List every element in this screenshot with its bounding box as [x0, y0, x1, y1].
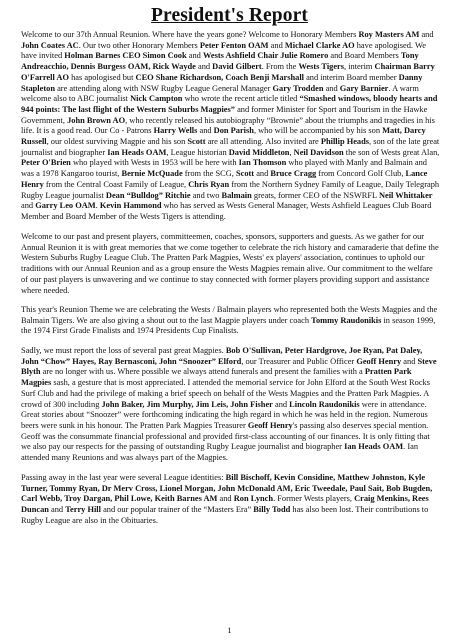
text-run: and — [217, 494, 234, 504]
bold-name-run: Ian Heads OAM — [107, 147, 167, 157]
text-run: and — [48, 505, 66, 515]
text-run: , interim — [344, 62, 375, 72]
text-run: and — [186, 51, 203, 61]
text-run: Sadly, we must report the loss of several past great Magpies. — [21, 346, 226, 355]
text-run: sash, a gesture that is most appreciated. I attended the memorial service for John Elford at the South West Rocks Surf Club and had the privilege of making a brief speech on behalf of the Wests Magpies and the Pratten Park Magpies. A crowd of 300 including — [21, 378, 430, 409]
text-run: and two — [190, 190, 222, 200]
bold-name-run: Peter Fenton OAM — [199, 40, 269, 50]
text-run: and Board Members — [328, 51, 401, 61]
bold-name-run: Phillip Heads — [320, 137, 370, 147]
text-run: have apologised. We have invited — [21, 40, 426, 61]
text-run: and — [401, 356, 418, 366]
text-run: and — [254, 169, 271, 179]
bold-name-run: Ian Thomson — [238, 158, 287, 168]
bold-name-run: Neil Davidson — [293, 147, 344, 157]
text-run: and — [21, 201, 36, 211]
bold-name-run: Billy Todd — [253, 505, 291, 515]
bold-name-run: Garry Leo OAM — [35, 201, 96, 211]
text-run: , our oldest surviving Magpie and his son — [46, 137, 188, 147]
bold-name-run: Bruce Cragg — [270, 169, 317, 179]
text-run: who played with Manly and Balmain and was a 1978 Kangaroo tourist, — [21, 158, 427, 179]
bold-name-run: Bill Bischoff, Kevin Considine, Matthew Johnston, Kyle Turner, Tommy Ryan, Dr Merv Cross, Lionel Morgan, John McDonald AM, Eric Tweedale, Paul Sait, Bob Bugden, Carl Webb, Troy Dargan, Phil Lowe, Keith Barnes AM — [21, 473, 433, 504]
text-run: were in attendance. Great stories about “Snoozer” were forthcoming indicating the high regard in which he was held in the region. Numerous beers were sunk in his honour. The Pratten Park Magpies Treasurer — [21, 399, 428, 430]
text-run: . A warm welcome also to ABC journalist — [21, 83, 419, 104]
text-run: and — [268, 40, 285, 50]
bold-name-run: Pratten Park Magpies — [21, 367, 412, 388]
text-run: , son of the late great journalist and biographer — [21, 137, 440, 157]
text-run: who has served as Wests General Manager, Wests Ashfield Leagues Club Board Member and Board Member of the Wests Tigers is attending. — [21, 201, 432, 221]
text-run: and our popular trainer of the “Masters Era” — [100, 505, 254, 515]
text-run: . Ian attended many Reunions and was always part of the Magpies. — [21, 442, 419, 463]
bold-name-run: David Gilbert — [212, 62, 262, 72]
text-run: from the SCG, — [182, 169, 236, 179]
bold-name-run: John Brown AO — [67, 115, 126, 125]
text-run: are no longer with us. Where possible we always attend funerals and present the families with a — [40, 367, 365, 377]
paragraph-welcome-members — [21, 232, 441, 296]
text-run: in season 1999, the 1974 First Grade Finalists and 1974 Presidents Cup Finalists. — [21, 315, 436, 336]
bold-name-run: Balmain — [221, 190, 252, 200]
text-run: are all attending. Also invited are — [205, 137, 321, 147]
bold-name-run: Bernie McQuade — [121, 169, 183, 179]
text-run: , our Treasurer and Public Officer — [241, 356, 357, 366]
bold-name-run: Chris Ryan — [188, 179, 230, 189]
bold-name-run: Peter O'Brien — [21, 158, 71, 168]
bold-name-run: Bob O'Sullivan, Peter Hardgrove, Joe Ryan, Pat Daley, John “Chow” Hayes, Ray Bernasconi, John “Snoozer” Elford — [21, 346, 423, 366]
bold-name-run: Tommy Raudonikis — [311, 315, 382, 325]
text-run: Welcome to our 37th Annual Reunion. Where have the years gone? Welcome to Honorary Members — [21, 30, 359, 39]
text-run: , — [289, 147, 294, 157]
text-run: from Concord Golf Club, — [316, 169, 406, 179]
bold-name-run: Geoff Henry — [247, 420, 293, 430]
text-run: , League historian — [166, 147, 229, 157]
text-run: and — [419, 30, 434, 39]
text-run: and — [323, 83, 340, 93]
bold-name-run: Don Parish — [213, 126, 254, 136]
text-run: Welcome to our past and present players, committeemen, coaches, sponsors, supporters and guests. As we gather for our Annual Reunion it is with great memories that we come together to celebrate the rich history and camaraderie that define the Western Suburbs Rugby League Club. The Pratten Park Magpies, Wests' ex players' association, continues to uphold our traditions with our Annual Reunion and as a group ensure the Wests Magpies remain alive. Our commitment to the welfare of our past players is unwavering and we continue to stay connected with former players providing support and assistance where needed. — [21, 232, 439, 295]
paragraph-obituaries-league — [21, 473, 441, 527]
bold-name-run: Ian Heads OAM — [344, 442, 404, 452]
bold-name-run: John Baker, Jim Murphy, Jim Leis, John Fisher — [101, 399, 273, 409]
text-run: who wrote the recent article titled — [182, 94, 300, 104]
bold-name-run: Scott — [235, 169, 255, 179]
bold-name-run: Wests Tigers — [298, 62, 345, 72]
text-run: 's passing also deserves special mention. Geoff was the consummate financial professional and provided first-class accounting of our finances. It is only fitting that we also pay our respects for the passing of outstanding Rugby League journalist and biographer — [21, 420, 430, 452]
text-run: and former Minister for Sport and Tourism in the Hawke Government, — [21, 104, 428, 125]
paragraph-reunion-theme — [21, 305, 441, 337]
text-run: , who will be accompanied by his son — [253, 126, 383, 136]
bold-name-run: Dean “Bulldog” Ritchie — [105, 190, 191, 200]
bold-name-run: Harry Wells — [153, 126, 198, 136]
bold-name-run: Chairman Barry O'Farrell AO — [21, 62, 435, 82]
text-run: and — [197, 126, 214, 136]
text-run: are attending along with NSW Rugby League General Manager — [54, 83, 273, 93]
text-run: greats, former CEO of the NSWRFL — [251, 190, 379, 200]
bold-name-run: Wests Ashfield Chair Julie Romero — [202, 51, 329, 61]
bold-name-run: Geoff Henry — [356, 356, 402, 366]
text-run: has apologised but — [69, 72, 136, 82]
bold-name-run: Scott — [187, 137, 206, 147]
bold-name-run: Gary Barnier — [339, 83, 389, 93]
bold-name-run: Danny Stapleton — [21, 72, 423, 93]
text-run: . — [95, 201, 100, 211]
bold-name-run: Michael Clarke AO — [284, 40, 355, 50]
bold-name-run: Terry Hill — [65, 505, 101, 515]
text-run: from the Northern Sydney Family of League, Daily Telegraph Rugby League journalist — [21, 179, 440, 200]
text-run: and — [195, 62, 213, 72]
text-run: , who recently released his autobiography “Brownie” about the triumphs and tragedies in his life. It is a good read. Our Co - Patrons — [21, 115, 435, 136]
bold-name-run: Tony Andreacchio, Dennis Burgess OAM, Rick Wayde — [21, 51, 419, 72]
bold-name-run: CEO Shane Richardson, Coach Benji Marshall — [135, 72, 304, 82]
bold-name-run: Kevin Hammond — [99, 201, 162, 211]
text-run: from the Central Coast Family of League, — [43, 179, 189, 189]
bold-name-run: Lincoln Raudonikis — [289, 399, 360, 409]
bold-name-run: David Middleton — [228, 147, 290, 157]
paragraph-welcome-guests — [21, 30, 441, 223]
paragraph-obituaries-magpies — [21, 346, 441, 464]
bold-name-run: Neil Whittaker — [378, 190, 433, 200]
page-title: President's Report — [151, 5, 308, 26]
text-run: has also been lost. Their contributions to Rugby League are also in the Obituaries. — [21, 505, 429, 525]
bold-name-run: “Smashed windows, bloody hearts and 944 points: The last flight of the Western Suburbs Magpies” — [21, 94, 438, 114]
text-run: . Our two other Honorary Members — [78, 40, 200, 50]
bold-name-run: Roy Masters AM — [358, 30, 420, 39]
bold-name-run: Craig Menkins, Rees Duncan — [21, 494, 429, 515]
text-run: This year's Reunion Theme we are celebrating the Wests / Balmain players who represented both the Wests Magpies and the Balmain Tigers. We are also giving a shout out to the last Magpie players under coach — [21, 305, 438, 325]
bold-name-run: Steve Blyth — [21, 356, 437, 377]
bold-name-run: Ron Lynch — [233, 494, 274, 504]
text-run: the son of Wests great Alan, — [343, 147, 440, 157]
bold-name-run: Nick Campton — [130, 94, 183, 104]
bold-name-run: Matt, Darcy Russell — [21, 126, 426, 147]
page-number: 1 — [227, 626, 232, 635]
text-run: . From the — [261, 62, 299, 72]
text-run: . Former Wests players, — [273, 494, 355, 504]
text-run: who played with Wests in 1953 will be here with — [70, 158, 239, 168]
bold-name-run: Gary Trodden — [272, 83, 324, 93]
bold-name-run: Lance Henry — [21, 169, 428, 189]
text-run: and — [272, 399, 290, 409]
text-run: Passing away in the last year were several League identities: — [21, 473, 226, 482]
bold-name-run: John Coates AC — [21, 40, 79, 50]
text-run: and interim Board member — [303, 72, 399, 82]
bold-name-run: Holman Barnes CEO Simon Cook — [64, 51, 187, 61]
